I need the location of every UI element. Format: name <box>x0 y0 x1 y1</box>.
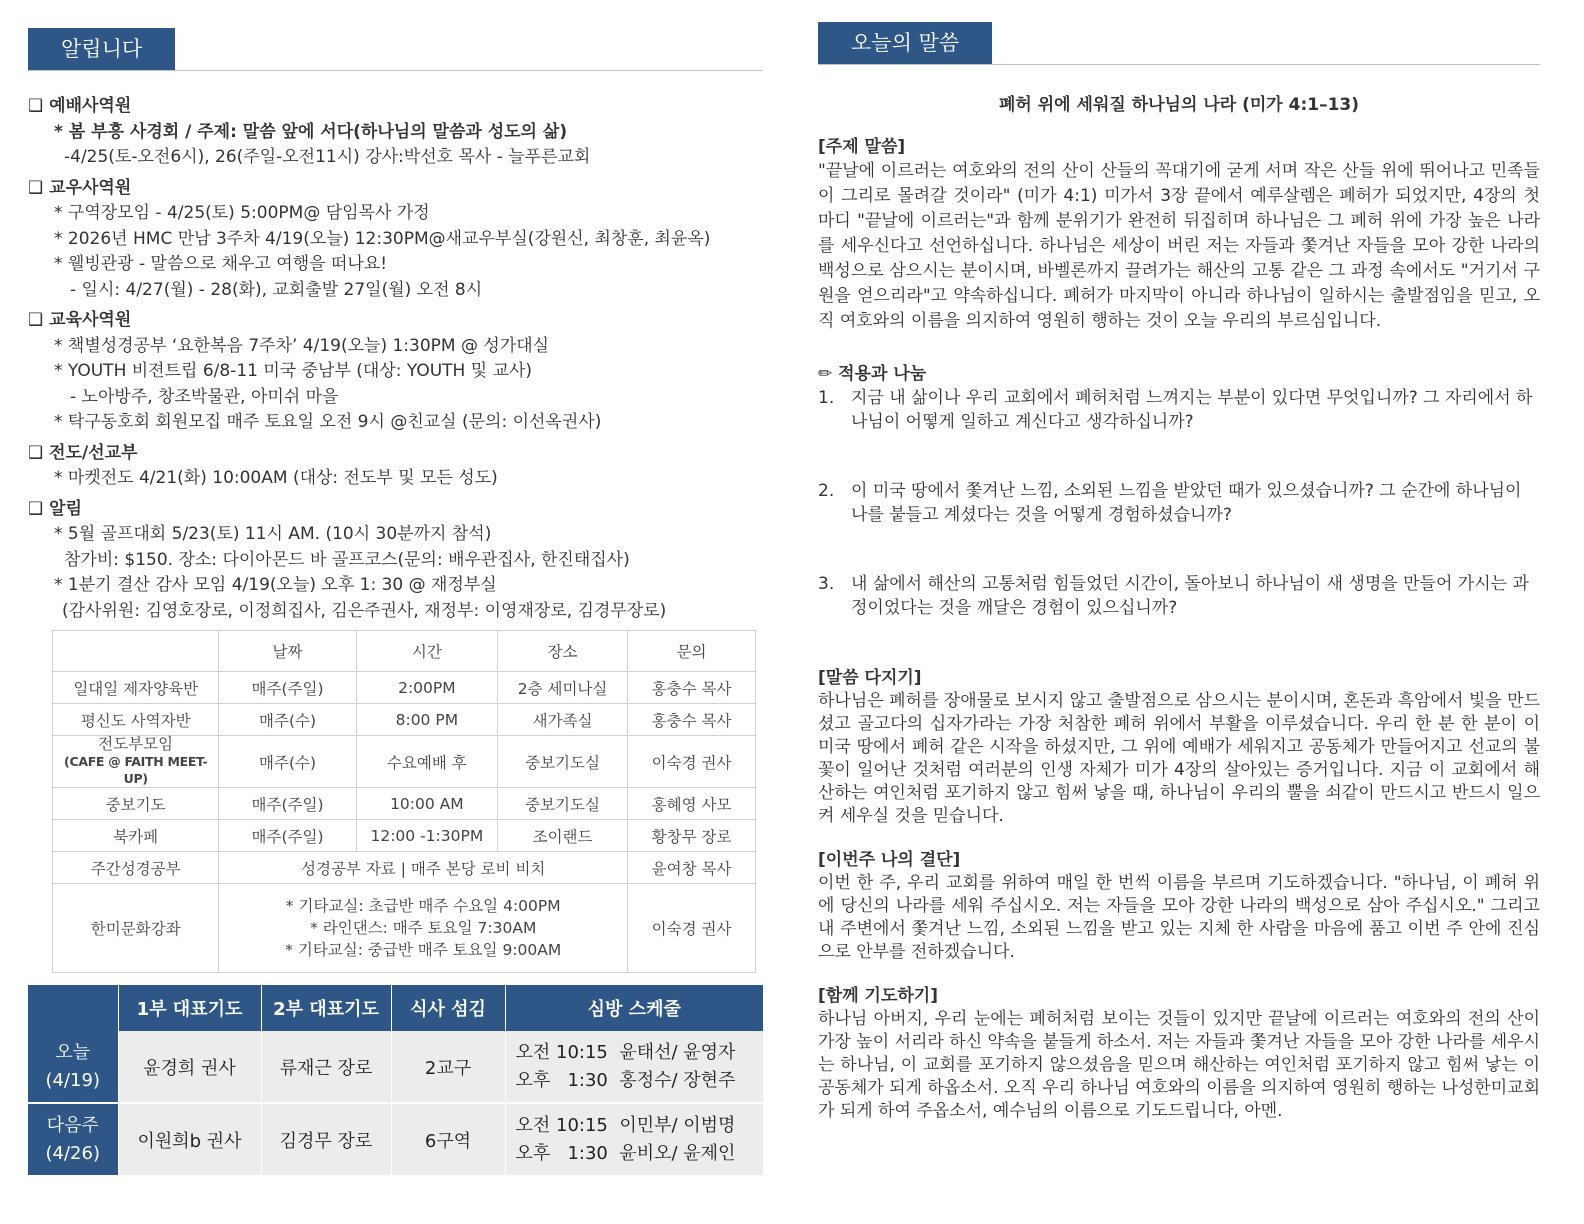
table-cell: 12:00 -1:30PM <box>356 820 497 852</box>
question-text: 이 미국 땅에서 쫓겨난 느낌, 소외된 느낌을 받았던 때가 있으셨습니까? 그 순간에 하나님이 나를 붙들고 계셨다는 것을 어떻게 경험하셨습니까? <box>851 481 1522 525</box>
announcement-detail: - 일시: 4/27(월) - 28(화), 교회출발 27일(월) 오전 8시 <box>70 279 483 300</box>
visit-pm: 오후 1:30 홍정수/ 장현주 <box>515 1069 736 1091</box>
sermon-column <box>818 22 1540 1123</box>
prayer-duty-table <box>28 985 764 1177</box>
table-cell: 매주(주일) <box>219 672 356 704</box>
table-cell: 매주(주일) <box>219 788 356 820</box>
question-text: 지금 내 삶이나 우리 교회에서 폐허처럼 느껴지는 부분이 있다면 무엇입니까? 그 자리에서 하나님이 어떻게 일하고 계신다고 생각하십니까? <box>851 388 1533 432</box>
prayer-heading: [함께 기도하기] <box>818 986 938 1006</box>
table-cell: 홍혜영 사모 <box>628 788 756 820</box>
table-header-cell: 날짜 <box>219 631 356 672</box>
visit-am: 오전 10:15 이민부/ 이범명 <box>515 1114 736 1136</box>
announcement-detail: - 노아방주, 창조박물관, 아미쉬 마을 <box>70 386 339 407</box>
table-row <box>28 1103 763 1176</box>
table-header-cell <box>53 631 219 672</box>
question-number: 3. <box>818 574 835 594</box>
table-row <box>28 1031 763 1103</box>
day-date: (4/26) <box>45 1142 100 1164</box>
reflect-heading: [말씀 다지기] <box>818 668 922 688</box>
table-row <box>53 704 756 736</box>
header-divider <box>818 64 1540 65</box>
announcements-header <box>28 28 763 70</box>
table-cell <box>53 736 219 788</box>
table-cell: 이숙경 권사 <box>628 736 756 788</box>
table-cell: 새가족실 <box>498 704 628 736</box>
table-header-cell: 2부 대표기도 <box>261 985 391 1031</box>
header-divider <box>28 70 763 71</box>
announcement-item: * 5월 골프대회 5/23(토) 11시 AM. (10시 30분까지 참석) <box>54 524 492 544</box>
table-cell: 윤여창 목사 <box>628 852 756 884</box>
category-education: ❑ 교육사역원 <box>28 310 132 330</box>
table-header-cell: 1부 대표기도 <box>118 985 261 1031</box>
category-worship: ❑ 예배사역원 <box>28 96 132 116</box>
meeting-name: 전도부모임 <box>98 735 174 753</box>
decision-text: 이번 한 주, 우리 교회를 위하여 매일 한 번씩 이름을 부르며 기도하겠습니다. "하나님, 이 폐허 위에 당신의 나라를 세워 주십시오. 저는 자들을 모아 강한 나라의 백성으로 삼아 주십시오." 그리고 내 주변에서 쫓겨난 느낌, 소외된 느낌을 받고 있는 지체 한 사람을 마음에 품고 이번 주 안에 진심으로 안부를 전하겠습니다. <box>818 873 1540 962</box>
table-cell: 매주(주일) <box>219 820 356 852</box>
table-cell: 조이랜드 <box>498 820 628 852</box>
table-cell: 윤경희 권사 <box>118 1031 261 1103</box>
theme-text: "끝날에 이르러는 여호와의 전의 산이 산들의 꼭대기에 굳게 서며 작은 산들 위에 뛰어나고 민족들이 그리로 몰려갈 것이라" (미가 4:1) 미가서 3장 끝에서 예루살렘은 폐허가 되었지만, 4장의 첫 마디 "끝날에 이르러는"과 함께 분위기가 완전히 뒤집히며 하나님은 그 폐허 위에 가장 높은 나라를 세우신다고 선언하십니다. 하나님은 세상이 버린 저는 자들과 쫓겨난 자들을 모아 강한 나라의 백성으로 삼으시는 분이시며, 바벨론까지 끌려가는 해산의 고통 같은 그 과정 속에서도 "거기서 구원을 얻으리라"고 약속하십니다. 폐허가 마지막이 아니라 하나님이 일하시는 출발점임을 믿고, 오직 여호와의 이름을 의지하여 영원히 행하는 것이 오늘 우리의 부르심입니다. <box>818 161 1540 331</box>
apply-heading: ✏ 적용과 나눔 <box>818 364 927 384</box>
class-line: * 기타교실: 초급반 매주 수요일 4:00PM <box>285 897 561 915</box>
announcement-item: * 책별성경공부 ‘요한복음 7주차’ 4/19(오늘) 1:30PM @ 성가대실 <box>54 335 550 356</box>
table-cell <box>219 884 628 973</box>
announcements-title: 알립니다 <box>28 28 175 70</box>
table-cell: 북카페 <box>53 820 219 852</box>
table-cell: 홍충수 목사 <box>628 672 756 704</box>
category-mission: ❑ 전도/선교부 <box>28 442 138 463</box>
question-text: 내 삶에서 해산의 고통처럼 힘들었던 시간이, 돌아보니 하나님이 새 생명을 만들어 가시는 과정이었다는 것을 깨달은 경험이 있으십니까? <box>851 574 1529 618</box>
announcement-item: * YOUTH 비젼트립 6/8-11 미국 중남부 (대상: YOUTH 및 교사) <box>54 361 533 381</box>
table-row <box>53 884 756 973</box>
table-header-cell <box>28 985 118 1031</box>
question-number: 1. <box>818 388 835 408</box>
table-row <box>53 852 756 884</box>
table-cell: 일대일 제자양육반 <box>53 672 219 704</box>
announcement-item: * 2026년 HMC 만남 3주차 4/19(오늘) 12:30PM@새교우부실(강원신, 최창훈, 최윤옥) <box>54 228 711 249</box>
table-cell: 한미문화강좌 <box>53 884 219 973</box>
table-cell: 이원희b 권사 <box>118 1103 261 1176</box>
table-cell: 홍충수 목사 <box>628 704 756 736</box>
announcement-item: * 마켓전도 4/21(화) 10:00AM (대상: 전도부 및 모든 성도) <box>54 468 498 488</box>
table-header-cell: 장소 <box>498 631 628 672</box>
table-cell: 류재근 장로 <box>261 1031 391 1103</box>
table-cell: 10:00 AM <box>356 788 497 820</box>
table-cell: 주간성경공부 <box>53 852 219 884</box>
announcement-detail: (감사위원: 김영호장로, 이정희집사, 김은주권사, 재정부: 이영재장로, 김경무장로) <box>62 600 667 621</box>
question-item <box>818 386 1540 434</box>
question-item <box>818 572 1540 620</box>
table-cell: 평신도 사역자반 <box>53 704 219 736</box>
meeting-subtitle: (CAFE @ FAITH MEET-UP) <box>64 754 208 786</box>
table-cell: 매주(수) <box>219 736 356 788</box>
announcement-item: * 구역장모임 - 4/25(토) 5:00PM@ 담임목사 가정 <box>54 203 430 223</box>
day-label: 오늘 <box>55 1041 91 1063</box>
day-cell <box>28 1031 118 1103</box>
table-header-cell: 식사 섬김 <box>391 985 505 1031</box>
table-cell: 2교구 <box>391 1031 505 1103</box>
visit-cell <box>505 1031 763 1103</box>
category-notice: ❑ 알림 <box>28 498 83 519</box>
table-header-cell: 심방 스케줄 <box>505 985 763 1031</box>
theme-heading: [주제 말씀] <box>818 137 906 157</box>
table-header-row <box>53 631 756 672</box>
table-header-cell: 문의 <box>628 631 756 672</box>
announcement-item: * 봄 부흥 사경회 / 주제: 말씀 앞에 서다(하나님의 말씀과 성도의 삶) <box>54 121 568 142</box>
question-item <box>818 479 1540 527</box>
table-row <box>53 788 756 820</box>
announcement-detail: -4/25(토-오전6시), 26(주일-오전11시) 강사:박선호 목사 - 늘푸른교회 <box>64 147 591 167</box>
table-cell: 2층 세미나실 <box>498 672 628 704</box>
table-cell: 중보기도실 <box>498 788 628 820</box>
table-cell: 황창무 장로 <box>628 820 756 852</box>
visit-pm: 오후 1:30 윤비오/ 윤제인 <box>515 1142 736 1164</box>
table-cell: 8:00 PM <box>356 704 497 736</box>
day-cell <box>28 1103 118 1176</box>
class-line: * 라인댄스: 매주 토요일 7:30AM <box>310 919 537 937</box>
table-cell: 매주(수) <box>219 704 356 736</box>
sermon-header <box>818 22 1540 64</box>
visit-cell <box>505 1103 763 1176</box>
table-cell: 2:00PM <box>356 672 497 704</box>
class-line: * 기타교실: 중급반 매주 토요일 9:00AM <box>285 941 562 959</box>
sermon-title: 폐허 위에 세워질 하나님의 나라 (미가 4:1–13) <box>999 95 1359 115</box>
table-cell: 수요예배 후 <box>356 736 497 788</box>
announcements-column <box>28 28 763 1177</box>
table-cell: 중보기도 <box>53 788 219 820</box>
table-cell: 성경공부 자료 | 매주 본당 로비 비치 <box>219 852 628 884</box>
schedule-table <box>52 630 756 973</box>
sermon-header-title: 오늘의 말씀 <box>818 22 992 64</box>
table-header-row <box>28 985 763 1031</box>
table-row <box>53 736 756 788</box>
question-number: 2. <box>818 481 835 501</box>
table-row <box>53 672 756 704</box>
table-header-cell: 시간 <box>356 631 497 672</box>
decision-heading: [이번주 나의 결단] <box>818 850 961 870</box>
announcement-item: * 탁구동호회 회원모집 매주 토요일 오전 9시 @친교실 (문의: 이선옥권사) <box>54 412 602 432</box>
table-cell: 이숙경 권사 <box>628 884 756 973</box>
announcement-item: * 1분기 결산 감사 모임 4/19(오늘) 오후 1: 30 @ 재정부실 <box>54 575 497 595</box>
category-fellowship: ❑ 교우사역원 <box>28 177 132 198</box>
announcement-detail: 참가비: $150. 장소: 다이아몬드 바 골프코스(문의: 배우관집사, 한진태집사) <box>64 549 630 570</box>
table-cell: 6구역 <box>391 1103 505 1176</box>
announcement-list <box>28 94 763 624</box>
table-cell: 중보기도실 <box>498 736 628 788</box>
table-cell: 김경무 장로 <box>261 1103 391 1176</box>
reflect-text: 하나님은 폐허를 장애물로 보시지 않고 출발점으로 삼으시는 분이시며, 혼돈과 흑암에서 빛을 만드셨고 골고다의 십자가라는 가장 처참한 폐허 위에서 부활을 이루셨습니다. 우리 한 분 한 분이 이 미국 땅에서 폐허 같은 시작을 하셨지만, 그 위에 예배가 세워지고 공동체가 만들어지고 선교의 불꽃이 일어난 것처럼 여러분의 인생 자체가 미가 4장의 살아있는 증거입니다. 지금 이 교회에서 해산하는 여인처럼 포기하지 않고 힘써 낳을 때, 하나님이 우리의 뿔을 쇠같이 만드시고 반드시 일으켜 세우실 것을 믿습니다. <box>818 691 1540 826</box>
table-row <box>53 820 756 852</box>
announcement-item: * 웰빙관광 - 말씀으로 채우고 여행을 떠나요! <box>54 254 388 274</box>
day-label: 다음주 <box>46 1114 99 1136</box>
day-date: (4/19) <box>45 1069 100 1091</box>
visit-am: 오전 10:15 윤태선/ 윤영자 <box>515 1041 736 1063</box>
prayer-text: 하나님 아버지, 우리 눈에는 폐허처럼 보이는 것들이 있지만 끝날에 이르러는 여호와의 전의 산이 가장 높이 서리라 하신 약속을 붙들게 하소서. 저는 자들과 쫓겨난 자들을 모아 강한 나라를 세우시는 하나님, 이 교회를 포기하지 않으셨음을 믿으며 해산하는 여인처럼 포기하지 않고 힘써 낳는 이 공동체가 되게 하옵소서. 오직 우리 하나님 여호와의 이름을 의지하여 영원히 행하는 나성한미교회가 되게 하여 주옵소서, 예수님의 이름으로 기도드립니다, 아멘. <box>818 1009 1540 1121</box>
